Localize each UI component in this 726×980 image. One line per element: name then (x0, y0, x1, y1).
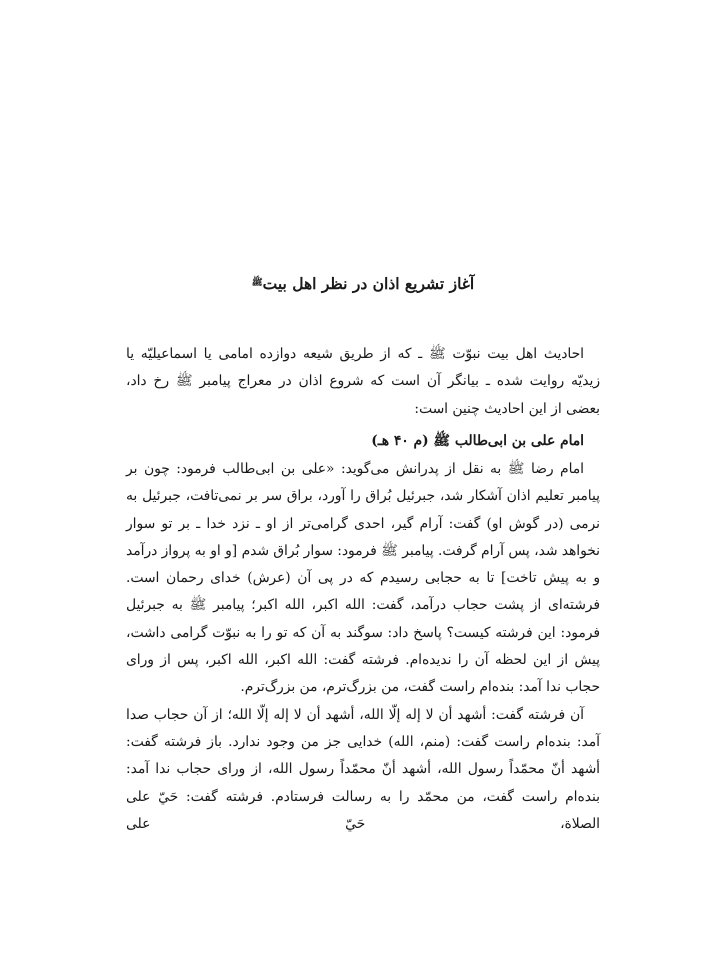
paragraph-2: آن فرشته گفت: أشهد أن لا إله إلّا الله، أشهد أن لا إله إلّا الله؛ از آن حجاب صدا آمد: بنده‌ام راست گفت: (منم، الله) خدایی جز من وجود ندارد. باز فرشته گفت: أشهد أنّ محمّداً رسول الله، أشهد أنّ محمّداً رسول الله، از ورای حجاب ندا آمد: بنده‌ام راست گفت، من محمّد را به رسالت فرستادم. فرشته گفت: حَيّ علی الصلاة، حَيّ علی (126, 706, 600, 832)
section-heading: امام علی بن ابی‌طالب ﷺ (م ۴۰ هـ) (371, 433, 584, 449)
paragraph-1: امام رضا ﷺ به نقل از پدرانش می‌گوید: «علی بن ابی‌طالب فرمود: چون بر پیامبر تعلیم اذان آشکار شد، جبرئیل بُراق را آورد، براق سر بر نمی‌تافت، جبرئیل به نرمی (در گوش او) گفت: آرام گیر، احدی گرامی‌تر از او ـ نزد خدا ـ بر تو سوار نخواهد شد، پس آرام گرفت. پیامبر ﷺ فرمود: سوار بُراق شدم [و او به پرواز درآمد و به پیش تاخت] تا به حجابی رسیدم که در پی آن (عرش) خدای رحمان است. فرشته‌ای از پشت حجاب درآمد، گفت: الله اکبر، الله اکبر؛ پیامبر ﷺ به جبرئیل فرمود: این فرشته کیست؟ پاسخ داد: سوگند به آن که تو را به نبوّت گرامی داشت، پیش از این لحظه آن را ندیده‌ام. فرشته گفت: الله اکبر، الله اکبر، پس از ورای حجاب ندا آمد: بنده‌ام راست گفت، من بزرگ‌ترم، من بزرگ‌ترم. (125, 461, 600, 696)
intro-section (126, 341, 600, 423)
chapter-title (126, 268, 600, 299)
intro-paragraph: احادیث اهل بیت نبوّت ﷺ ـ که از طریق شیعه دوازده امامی یا اسماعیلیّه یا زیدیّه روایت شده ـ بیانگر آن است که شروع اذان در معراج پیامبر ﷺ رخ داد، بعضی از این احادیث چنین است: (126, 346, 600, 417)
honorific-glyph: ﷺ (251, 278, 263, 288)
chapter-title-text: آغاز تشریع اذان در نظر اهل بیت (262, 274, 475, 293)
book-page (126, 0, 600, 980)
body-text (126, 456, 600, 838)
